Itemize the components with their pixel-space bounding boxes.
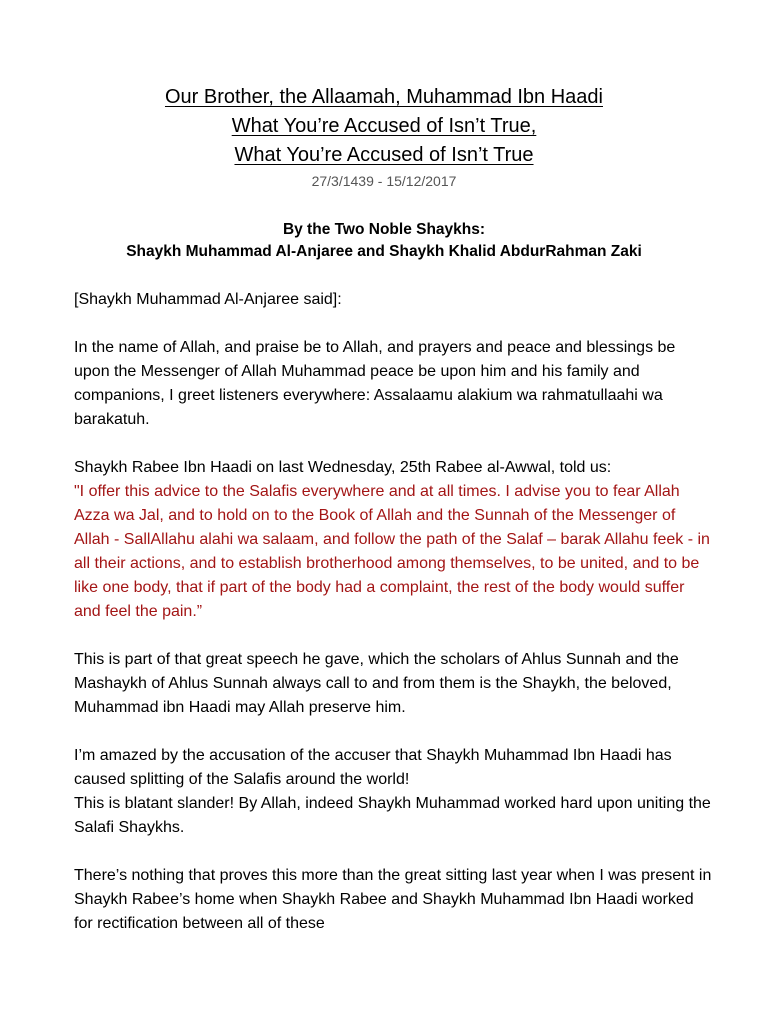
title-line-3: What You’re Accused of Isn’t True	[234, 144, 534, 166]
advice-quote: "I offer this advice to the Salafis everywhere and at all times. I advise you to fear Allah Azza wa Jal, and to hold on to the Book of Allah and the Sunnah of the Messenger of Allah - SallAllahu alahi wa salaam, and follow the path of the Salaf – barak Allahu feek - in all their actions, and to establish brotherhood among themselves, to be united, and to be like one body, that if part of the body had a complaint, the rest of the body would suffer and feel the pain.”	[74, 483, 710, 620]
paragraph-accusation	[74, 744, 714, 840]
accusation-text: I’m amazed by the accusation of the accuser that Shaykh Muhammad Ibn Haadi has caused splitting of the Salafis around the world!	[74, 747, 672, 788]
speaker-paragraph: [Shaykh Muhammad Al-Anjaree said]:	[74, 291, 342, 308]
byline-line-1: By the Two Noble Shaykhs:	[282, 221, 486, 238]
date-line: 27/3/1439 - 15/12/2017	[311, 173, 457, 189]
paragraph-sitting: There’s nothing that proves this more than the great sitting last year when I was present in Shaykh Rabee’s home when Shaykh Rabee and Shaykh Muhammad Ibn Haadi worked for rectification between all of these	[74, 867, 712, 932]
body-text	[74, 288, 714, 960]
paragraph-advice	[74, 456, 714, 624]
title-line-1: Our Brother, the Allaamah, Muhammad Ibn Haadi	[164, 86, 603, 108]
advice-intro: Shaykh Rabee Ibn Haadi on last Wednesday, 25th Rabee al-Awwal, told us:	[74, 459, 612, 476]
paragraph-speech: This is part of that great speech he gave, which the scholars of Ahlus Sunnah and the Mashaykh of Ahlus Sunnah always call to and from them is the Shaykh, the beloved, Muhammad ibn Haadi may Allah preserve him.	[74, 651, 679, 716]
title-line-2: What You’re Accused of Isn’t True,	[231, 115, 537, 137]
slander-text: This is blatant slander! By Allah, indeed Shaykh Muhammad worked hard upon uniting the Salafi Shaykhs.	[74, 795, 711, 836]
byline	[0, 219, 768, 263]
title-block	[0, 83, 768, 190]
byline-line-2: Shaykh Muhammad Al-Anjaree and Shaykh Khalid AbdurRahman Zaki	[126, 243, 642, 260]
paragraph-opening: In the name of Allah, and praise be to Allah, and prayers and peace and blessings be upon the Messenger of Allah Muhammad peace be upon him and his family and companions, I greet listeners everywhere: Assalaamu alakium wa rahmatullaahi wa barakatuh.	[74, 339, 676, 428]
